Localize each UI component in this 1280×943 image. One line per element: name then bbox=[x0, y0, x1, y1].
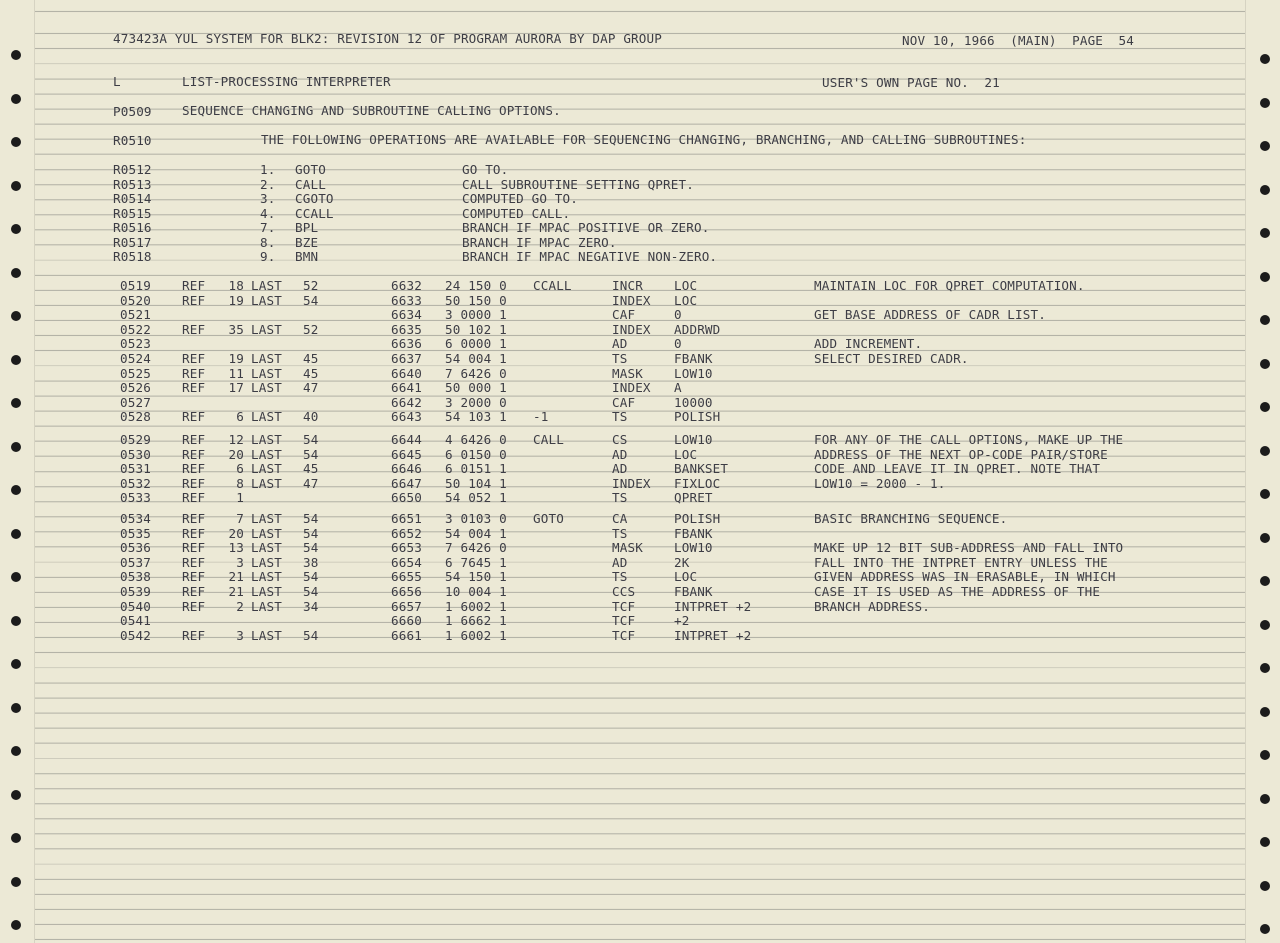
octal-word: 6 0000 1 bbox=[445, 336, 507, 352]
line-number: 0529 bbox=[120, 432, 151, 447]
ref-keyword: REF bbox=[182, 292, 206, 308]
section-title: LIST-PROCESSING INTERPRETER bbox=[182, 74, 391, 89]
last-page: 45 bbox=[303, 461, 319, 477]
last-page: 54 bbox=[303, 584, 319, 599]
remark-text: SEQUENCE CHANGING AND SUBROUTINE CALLING OPTIONS. bbox=[182, 103, 561, 118]
opcode: AD bbox=[612, 554, 628, 570]
ref-count: 17 bbox=[228, 380, 244, 396]
line-number: 0530 bbox=[120, 446, 151, 462]
tractor-hole bbox=[1260, 402, 1270, 412]
ref-count: 6 bbox=[236, 461, 244, 477]
option-opcode: BZE bbox=[295, 234, 319, 250]
option-opcode: CGOTO bbox=[295, 191, 334, 206]
option-card: R0517 bbox=[113, 234, 152, 250]
operand: FIXLOC bbox=[674, 475, 721, 491]
address: 6660 bbox=[391, 613, 422, 629]
last-page: 54 bbox=[303, 511, 319, 526]
octal-word: 7 6426 0 bbox=[445, 365, 507, 381]
opcode: TS bbox=[612, 569, 628, 585]
line-number: 0538 bbox=[120, 569, 151, 585]
octal-word: 6 0151 1 bbox=[445, 461, 507, 477]
last-page: 52 bbox=[303, 321, 319, 337]
opcode: CAF bbox=[612, 307, 636, 323]
tractor-hole bbox=[1260, 881, 1270, 891]
option-description: GO TO. bbox=[462, 162, 509, 177]
address: 6636 bbox=[391, 336, 422, 352]
line-number: 0541 bbox=[120, 613, 151, 629]
header-date-page: NOV 10, 1966 (MAIN) PAGE 54 bbox=[902, 33, 1134, 48]
tractor-hole bbox=[11, 94, 21, 104]
address: 6632 bbox=[391, 278, 422, 293]
tractor-hole bbox=[11, 355, 21, 365]
line-number: 0532 bbox=[120, 475, 151, 491]
opcode: INDEX bbox=[612, 380, 651, 396]
location-label: CCALL bbox=[533, 278, 572, 293]
listing-header: 473423A YUL SYSTEM FOR BLK2: REVISION 12 OF PROGRAM AURORA BY DAP GROUP bbox=[113, 31, 662, 46]
ref-count: 2 bbox=[236, 598, 244, 614]
address: 6640 bbox=[391, 365, 422, 381]
operand: LOW10 bbox=[674, 432, 713, 447]
last-keyword: LAST bbox=[251, 540, 282, 556]
line-number: 0533 bbox=[120, 490, 151, 506]
octal-word: 54 004 1 bbox=[445, 525, 507, 541]
tractor-hole bbox=[11, 311, 21, 321]
operand: POLISH bbox=[674, 511, 721, 526]
address: 6642 bbox=[391, 394, 422, 410]
last-page: 45 bbox=[303, 365, 319, 381]
location-label: -1 bbox=[533, 409, 549, 425]
option-card: R0518 bbox=[113, 249, 152, 264]
last-keyword: LAST bbox=[251, 365, 282, 381]
comment: CASE IT IS USED AS THE ADDRESS OF THE bbox=[814, 584, 1101, 599]
operand: LOC bbox=[674, 278, 698, 293]
tractor-hole bbox=[1260, 794, 1270, 804]
ref-keyword: REF bbox=[182, 380, 206, 396]
location-label: GOTO bbox=[533, 511, 564, 526]
ref-count: 6 bbox=[236, 409, 244, 425]
opcode: AD bbox=[612, 336, 628, 352]
line-number: 0519 bbox=[120, 278, 151, 293]
line-number: 0539 bbox=[120, 584, 151, 599]
tractor-hole bbox=[11, 877, 21, 887]
tractor-hole bbox=[1260, 315, 1270, 325]
line-number: 0534 bbox=[120, 511, 151, 526]
last-page: 47 bbox=[303, 380, 319, 396]
operand: FBANK bbox=[674, 351, 713, 366]
users-page-number: USER'S OWN PAGE NO. 21 bbox=[822, 75, 1000, 90]
last-page: 54 bbox=[303, 446, 319, 462]
operand: LOC bbox=[674, 569, 698, 585]
octal-word: 3 2000 0 bbox=[445, 394, 507, 410]
option-number: 2. bbox=[260, 176, 276, 192]
option-card: R0515 bbox=[113, 205, 152, 221]
octal-word: 7 6426 0 bbox=[445, 540, 507, 556]
option-opcode: BMN bbox=[295, 249, 319, 264]
last-keyword: LAST bbox=[251, 380, 282, 396]
octal-word: 10 004 1 bbox=[445, 584, 507, 599]
last-page: 54 bbox=[303, 540, 319, 556]
last-keyword: LAST bbox=[251, 461, 282, 477]
opcode: INDEX bbox=[612, 321, 651, 337]
last-page: 52 bbox=[303, 278, 319, 293]
tractor-hole bbox=[1260, 446, 1270, 456]
opcode: CA bbox=[612, 511, 628, 526]
line-number: 0524 bbox=[120, 351, 151, 366]
option-description: CALL SUBROUTINE SETTING QPRET. bbox=[462, 176, 694, 192]
tractor-hole bbox=[11, 529, 21, 539]
address: 6652 bbox=[391, 525, 422, 541]
ref-count: 19 bbox=[228, 351, 244, 366]
ref-keyword: REF bbox=[182, 554, 206, 570]
octal-word: 50 102 1 bbox=[445, 321, 507, 337]
octal-word: 6 0150 0 bbox=[445, 446, 507, 462]
comment: GET BASE ADDRESS OF CADR LIST. bbox=[814, 307, 1046, 323]
option-opcode: GOTO bbox=[295, 162, 326, 177]
last-keyword: LAST bbox=[251, 511, 282, 526]
address: 6644 bbox=[391, 432, 422, 447]
ref-keyword: REF bbox=[182, 351, 206, 366]
comment: GIVEN ADDRESS WAS IN ERASABLE, IN WHICH bbox=[814, 569, 1116, 585]
comment: LOW10 = 2000 - 1. bbox=[814, 475, 946, 491]
opcode: TS bbox=[612, 525, 628, 541]
last-keyword: LAST bbox=[251, 432, 282, 447]
operand: 10000 bbox=[674, 394, 713, 410]
right-tractor-margin bbox=[1245, 0, 1280, 943]
tractor-hole bbox=[1260, 272, 1270, 282]
option-opcode: CALL bbox=[295, 176, 326, 192]
opcode: CAF bbox=[612, 394, 636, 410]
operand: LOW10 bbox=[674, 540, 713, 556]
last-page: 54 bbox=[303, 292, 319, 308]
tractor-hole bbox=[1260, 707, 1270, 717]
ref-count: 13 bbox=[228, 540, 244, 556]
ref-keyword: REF bbox=[182, 432, 206, 447]
tractor-hole bbox=[1260, 98, 1270, 108]
tractor-hole bbox=[1260, 924, 1270, 934]
tractor-hole bbox=[11, 616, 21, 626]
ref-keyword: REF bbox=[182, 278, 206, 293]
tractor-hole bbox=[11, 746, 21, 756]
last-page: 45 bbox=[303, 351, 319, 366]
operand: ADDRWD bbox=[674, 321, 721, 337]
option-description: COMPUTED CALL. bbox=[462, 205, 571, 221]
last-page: 54 bbox=[303, 525, 319, 541]
option-number: 7. bbox=[260, 220, 276, 235]
address: 6655 bbox=[391, 569, 422, 585]
operand: QPRET bbox=[674, 490, 713, 506]
tractor-hole bbox=[1260, 663, 1270, 673]
operand: A bbox=[674, 380, 682, 396]
last-keyword: LAST bbox=[251, 446, 282, 462]
ref-count: 18 bbox=[228, 278, 244, 293]
operand: LOC bbox=[674, 446, 698, 462]
last-page: 34 bbox=[303, 598, 319, 614]
ref-keyword: REF bbox=[182, 475, 206, 491]
line-number: 0542 bbox=[120, 627, 151, 643]
ref-keyword: REF bbox=[182, 321, 206, 337]
tractor-hole bbox=[1260, 228, 1270, 238]
last-keyword: LAST bbox=[251, 321, 282, 337]
tractor-hole bbox=[1260, 837, 1270, 847]
address: 6647 bbox=[391, 475, 422, 491]
tractor-hole bbox=[1260, 54, 1270, 64]
operand: POLISH bbox=[674, 409, 721, 425]
tractor-hole bbox=[11, 659, 21, 669]
address: 6633 bbox=[391, 292, 422, 308]
opcode: TS bbox=[612, 490, 628, 506]
operand: FBANK bbox=[674, 584, 713, 599]
remark-card: P0509 bbox=[113, 104, 152, 119]
tractor-hole bbox=[11, 485, 21, 495]
tractor-hole bbox=[11, 920, 21, 930]
address: 6650 bbox=[391, 490, 422, 506]
last-page: 54 bbox=[303, 569, 319, 585]
last-keyword: LAST bbox=[251, 525, 282, 541]
tractor-hole bbox=[11, 268, 21, 278]
tractor-hole bbox=[11, 572, 21, 582]
tractor-hole bbox=[1260, 533, 1270, 543]
octal-word: 1 6002 1 bbox=[445, 627, 507, 643]
tractor-hole bbox=[11, 50, 21, 60]
opcode: INCR bbox=[612, 278, 643, 293]
opcode: TCF bbox=[612, 627, 636, 643]
address: 6651 bbox=[391, 511, 422, 526]
comment: FOR ANY OF THE CALL OPTIONS, MAKE UP THE bbox=[814, 432, 1124, 447]
line-number: 0540 bbox=[120, 598, 151, 614]
option-number: 1. bbox=[260, 162, 276, 177]
operand: 2K bbox=[674, 554, 690, 570]
last-keyword: LAST bbox=[251, 627, 282, 643]
line-number: 0521 bbox=[120, 307, 151, 323]
option-description: BRANCH IF MPAC ZERO. bbox=[462, 234, 617, 250]
line-number: 0536 bbox=[120, 540, 151, 556]
address: 6637 bbox=[391, 351, 422, 366]
line-number: 0535 bbox=[120, 525, 151, 541]
address: 6661 bbox=[391, 627, 422, 643]
ref-count: 8 bbox=[236, 475, 244, 491]
opcode: TCF bbox=[612, 598, 636, 614]
remark-text: THE FOLLOWING OPERATIONS ARE AVAILABLE FOR SEQUENCING CHANGING, BRANCHING, AND CALLING SUBROUTINES: bbox=[261, 132, 1027, 147]
tractor-hole bbox=[11, 398, 21, 408]
octal-word: 1 6662 1 bbox=[445, 613, 507, 629]
tractor-hole bbox=[1260, 141, 1270, 151]
operand: INTPRET +2 bbox=[674, 627, 752, 643]
ref-keyword: REF bbox=[182, 409, 206, 425]
ref-keyword: REF bbox=[182, 446, 206, 462]
remark-card: R0510 bbox=[113, 133, 152, 148]
operand: +2 bbox=[674, 613, 690, 629]
opcode: MASK bbox=[612, 365, 643, 381]
last-page: 54 bbox=[303, 627, 319, 643]
address: 6646 bbox=[391, 461, 422, 477]
operand: LOW10 bbox=[674, 365, 713, 381]
opcode: INDEX bbox=[612, 475, 651, 491]
ref-keyword: REF bbox=[182, 598, 206, 614]
ref-keyword: REF bbox=[182, 627, 206, 643]
last-page: 54 bbox=[303, 432, 319, 447]
octal-word: 24 150 0 bbox=[445, 278, 507, 293]
last-page: 40 bbox=[303, 409, 319, 425]
tractor-hole bbox=[11, 790, 21, 800]
last-keyword: LAST bbox=[251, 598, 282, 614]
ref-count: 20 bbox=[228, 446, 244, 462]
opcode: TS bbox=[612, 409, 628, 425]
line-number: 0525 bbox=[120, 365, 151, 381]
option-number: 9. bbox=[260, 249, 276, 264]
option-number: 4. bbox=[260, 205, 276, 221]
tractor-hole bbox=[1260, 750, 1270, 760]
address: 6641 bbox=[391, 380, 422, 396]
address: 6635 bbox=[391, 321, 422, 337]
opcode: AD bbox=[612, 461, 628, 477]
line-number: 0522 bbox=[120, 321, 151, 337]
tractor-hole bbox=[11, 137, 21, 147]
address: 6643 bbox=[391, 409, 422, 425]
ref-keyword: REF bbox=[182, 569, 206, 585]
last-keyword: LAST bbox=[251, 351, 282, 366]
comment: ADD INCREMENT. bbox=[814, 336, 923, 352]
tractor-hole bbox=[1260, 489, 1270, 499]
address: 6657 bbox=[391, 598, 422, 614]
log-section-code: L bbox=[113, 74, 121, 89]
last-keyword: LAST bbox=[251, 584, 282, 599]
octal-word: 1 6002 1 bbox=[445, 598, 507, 614]
opcode: TCF bbox=[612, 613, 636, 629]
comment: MAKE UP 12 BIT SUB-ADDRESS AND FALL INTO bbox=[814, 540, 1124, 556]
last-keyword: LAST bbox=[251, 278, 282, 293]
operand: INTPRET +2 bbox=[674, 598, 752, 614]
comment: SELECT DESIRED CADR. bbox=[814, 351, 969, 366]
ref-keyword: REF bbox=[182, 511, 206, 526]
operand: 0 bbox=[674, 307, 682, 323]
octal-word: 6 7645 1 bbox=[445, 554, 507, 570]
operand: LOC bbox=[674, 292, 698, 308]
address: 6654 bbox=[391, 554, 422, 570]
option-description: COMPUTED GO TO. bbox=[462, 191, 578, 206]
location-label: CALL bbox=[533, 432, 564, 447]
octal-word: 54 004 1 bbox=[445, 351, 507, 366]
comment: CODE AND LEAVE IT IN QPRET. NOTE THAT bbox=[814, 461, 1101, 477]
tractor-hole bbox=[11, 703, 21, 713]
address: 6645 bbox=[391, 446, 422, 462]
octal-word: 50 104 1 bbox=[445, 475, 507, 491]
option-description: BRANCH IF MPAC NEGATIVE NON-ZERO. bbox=[462, 249, 718, 264]
tractor-hole bbox=[11, 833, 21, 843]
last-keyword: LAST bbox=[251, 409, 282, 425]
tractor-hole bbox=[11, 442, 21, 452]
operand: BANKSET bbox=[674, 461, 729, 477]
ref-keyword: REF bbox=[182, 525, 206, 541]
opcode: CS bbox=[612, 432, 628, 447]
line-number: 0537 bbox=[120, 554, 151, 570]
address: 6656 bbox=[391, 584, 422, 599]
line-number: 0531 bbox=[120, 461, 151, 477]
opcode: TS bbox=[612, 351, 628, 366]
octal-word: 54 052 1 bbox=[445, 490, 507, 506]
ref-keyword: REF bbox=[182, 490, 206, 506]
option-number: 8. bbox=[260, 234, 276, 250]
last-page: 38 bbox=[303, 554, 319, 570]
ref-keyword: REF bbox=[182, 461, 206, 477]
comment: BRANCH ADDRESS. bbox=[814, 598, 930, 614]
comment: BASIC BRANCHING SEQUENCE. bbox=[814, 511, 1008, 526]
operand: 0 bbox=[674, 336, 682, 352]
option-card: R0513 bbox=[113, 176, 152, 192]
ref-count: 35 bbox=[228, 321, 244, 337]
last-keyword: LAST bbox=[251, 554, 282, 570]
octal-word: 54 103 1 bbox=[445, 409, 507, 425]
line-number: 0528 bbox=[120, 409, 151, 425]
line-number: 0527 bbox=[120, 394, 151, 410]
opcode: AD bbox=[612, 446, 628, 462]
last-keyword: LAST bbox=[251, 292, 282, 308]
ref-count: 3 bbox=[236, 554, 244, 570]
left-tractor-margin bbox=[0, 0, 35, 943]
line-number: 0526 bbox=[120, 380, 151, 396]
octal-word: 50 150 0 bbox=[445, 292, 507, 308]
ref-count: 20 bbox=[228, 525, 244, 541]
octal-word: 54 150 1 bbox=[445, 569, 507, 585]
ref-keyword: REF bbox=[182, 540, 206, 556]
ref-keyword: REF bbox=[182, 584, 206, 599]
opcode: CCS bbox=[612, 584, 636, 599]
option-description: BRANCH IF MPAC POSITIVE OR ZERO. bbox=[462, 220, 710, 235]
option-card: R0516 bbox=[113, 220, 152, 235]
last-keyword: LAST bbox=[251, 475, 282, 491]
operand: FBANK bbox=[674, 525, 713, 541]
comment: MAINTAIN LOC FOR QPRET COMPUTATION. bbox=[814, 278, 1085, 293]
ref-count: 7 bbox=[236, 511, 244, 526]
tractor-hole bbox=[1260, 185, 1270, 195]
tractor-hole bbox=[11, 181, 21, 191]
ref-count: 12 bbox=[228, 432, 244, 447]
comment: FALL INTO THE INTPRET ENTRY UNLESS THE bbox=[814, 554, 1108, 570]
octal-word: 3 0103 0 bbox=[445, 511, 507, 526]
tractor-hole bbox=[1260, 359, 1270, 369]
option-opcode: BPL bbox=[295, 220, 319, 235]
ref-count: 1 bbox=[236, 490, 244, 506]
tractor-hole bbox=[1260, 620, 1270, 630]
last-keyword: LAST bbox=[251, 569, 282, 585]
ref-count: 19 bbox=[228, 292, 244, 308]
octal-word: 3 0000 1 bbox=[445, 307, 507, 323]
last-page: 47 bbox=[303, 475, 319, 491]
ref-count: 21 bbox=[228, 569, 244, 585]
line-number: 0523 bbox=[120, 336, 151, 352]
tractor-hole bbox=[1260, 576, 1270, 586]
address: 6653 bbox=[391, 540, 422, 556]
option-number: 3. bbox=[260, 191, 276, 206]
octal-word: 50 000 1 bbox=[445, 380, 507, 396]
ref-keyword: REF bbox=[182, 365, 206, 381]
option-card: R0512 bbox=[113, 162, 152, 177]
opcode: INDEX bbox=[612, 292, 651, 308]
octal-word: 4 6426 0 bbox=[445, 432, 507, 447]
opcode: MASK bbox=[612, 540, 643, 556]
option-opcode: CCALL bbox=[295, 205, 334, 221]
line-number: 0520 bbox=[120, 292, 151, 308]
comment: ADDRESS OF THE NEXT OP-CODE PAIR/STORE bbox=[814, 446, 1108, 462]
address: 6634 bbox=[391, 307, 422, 323]
ref-count: 21 bbox=[228, 584, 244, 599]
ref-count: 3 bbox=[236, 627, 244, 643]
ref-count: 11 bbox=[228, 365, 244, 381]
option-card: R0514 bbox=[113, 191, 152, 206]
tractor-hole bbox=[11, 224, 21, 234]
